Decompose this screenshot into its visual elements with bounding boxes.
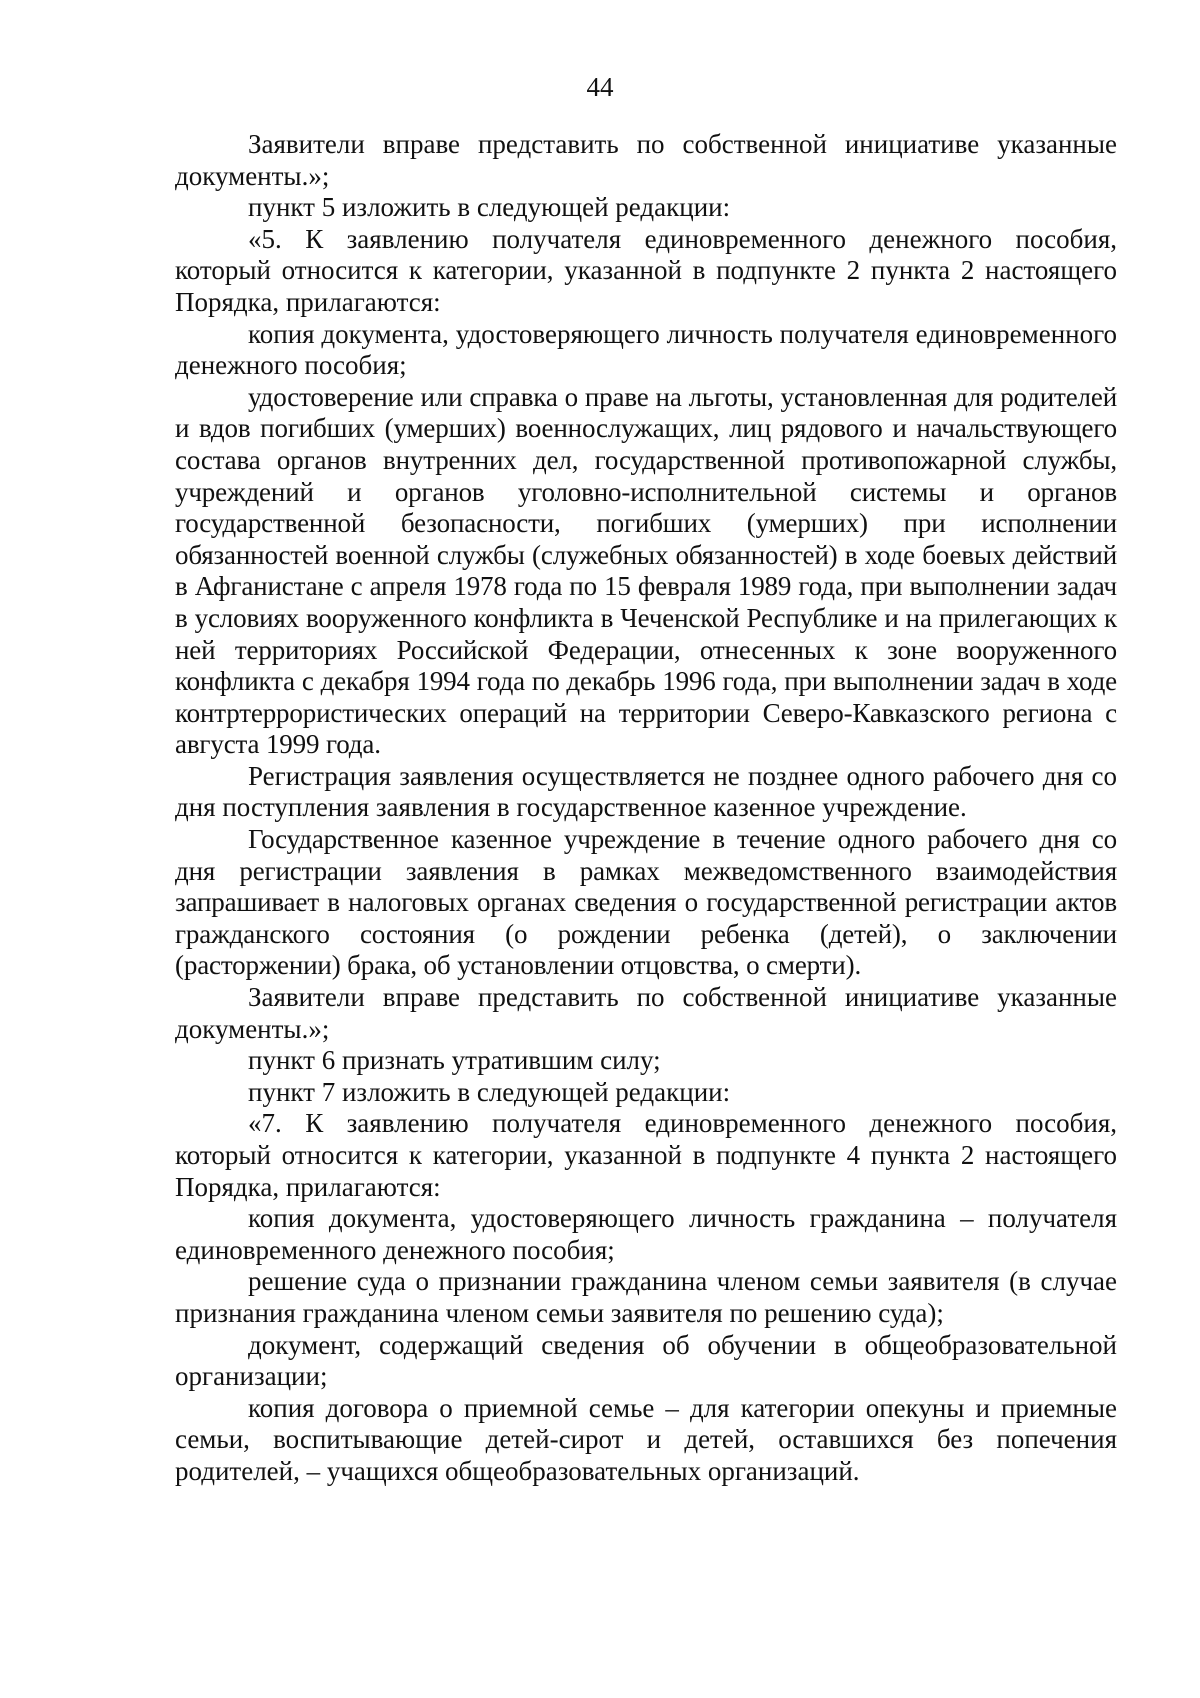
paragraph: пункт 7 изложить в следующей редакции: — [248, 1076, 731, 1107]
paragraph: пункт 6 признать утратившим силу; — [248, 1045, 661, 1076]
paragraph: Заявители вправе представить по собственной инициативе указанные документы.»; — [175, 982, 1117, 1044]
page-number: 44 — [586, 72, 614, 102]
paragraph: решение суда о признании гражданина членом семьи заявителя (в случае признания гражданина членом семьи заявителя по решению суда); — [175, 1266, 1117, 1328]
paragraph: «7. К заявлению получателя единовременного денежного пособия, который относится к категории, указанной в подпункте 4 пункта 2 настоящего Порядка, прилагаются: — [175, 1108, 1117, 1202]
paragraph: «5. К заявлению получателя единовременного денежного пособия, который относится к категории, указанной в подпункте 2 пункта 2 настоящего Порядка, прилагаются: — [175, 223, 1117, 317]
paragraph: копия договора о приемной семье – для категории опекуны и приемные семьи, воспитывающие детей-сирот и детей, оставшихся без попечения родителей, – учащихся общеобразовательных организаций. — [175, 1392, 1117, 1486]
paragraph: копия документа, удостоверяющего личность получателя единовременного денежного пособия; — [175, 318, 1117, 381]
paragraph: копия документа, удостоверяющего личность гражданина – получателя единовременного денежного пособия; — [175, 1203, 1117, 1265]
document-body — [175, 129, 1117, 1488]
paragraph: Регистрация заявления осуществляется не позднее одного рабочего дня со дня поступления заявления в государственное казенное учреждение. — [175, 760, 1117, 823]
paragraph: Государственное казенное учреждение в течение одного рабочего дня со дня регистрации заявления в рамках межведомственного взаимодействия запрашивает в налоговых органах сведения о государственной регистрации актов гражданского состояния (о рождении ребенка (детей), о заключении (расторжении) брака, об установлении отцовства, о смерти). — [175, 824, 1117, 981]
paragraph: документ, содержащий сведения об обучении в общеобразовательной организации; — [175, 1329, 1117, 1392]
paragraph: пункт 5 изложить в следующей редакции: — [248, 192, 731, 223]
paragraph: удостоверение или справка о праве на льготы, установленная для родителей и вдов погибших (умерших) военнослужащих, лиц рядового и начальствующего состава органов внутренних дел, государственной противопожарной службы, учреждений и органов уголовно-исполнительной системы и органов государственной безопасности, погибших (умерших) при исполнении обязанностей военной службы (служебных обязанностей) в ходе боевых действий в Афганистане с апреля 1978 года по 15 февраля 1989 года, при выполнении задач в условиях вооруженного конфликта в Чеченской Республике и на прилегающих к ней территориях Российской Федерации, отнесенных к зоне вооруженного конфликта с декабря 1994 года по декабрь 1996 года, при выполнении задач в ходе контртеррористических операций на территории Северо-Кавказского региона с августа 1999 года. — [175, 381, 1117, 760]
paragraph: Заявители вправе представить по собственной инициативе указанные документы.»; — [175, 129, 1117, 191]
